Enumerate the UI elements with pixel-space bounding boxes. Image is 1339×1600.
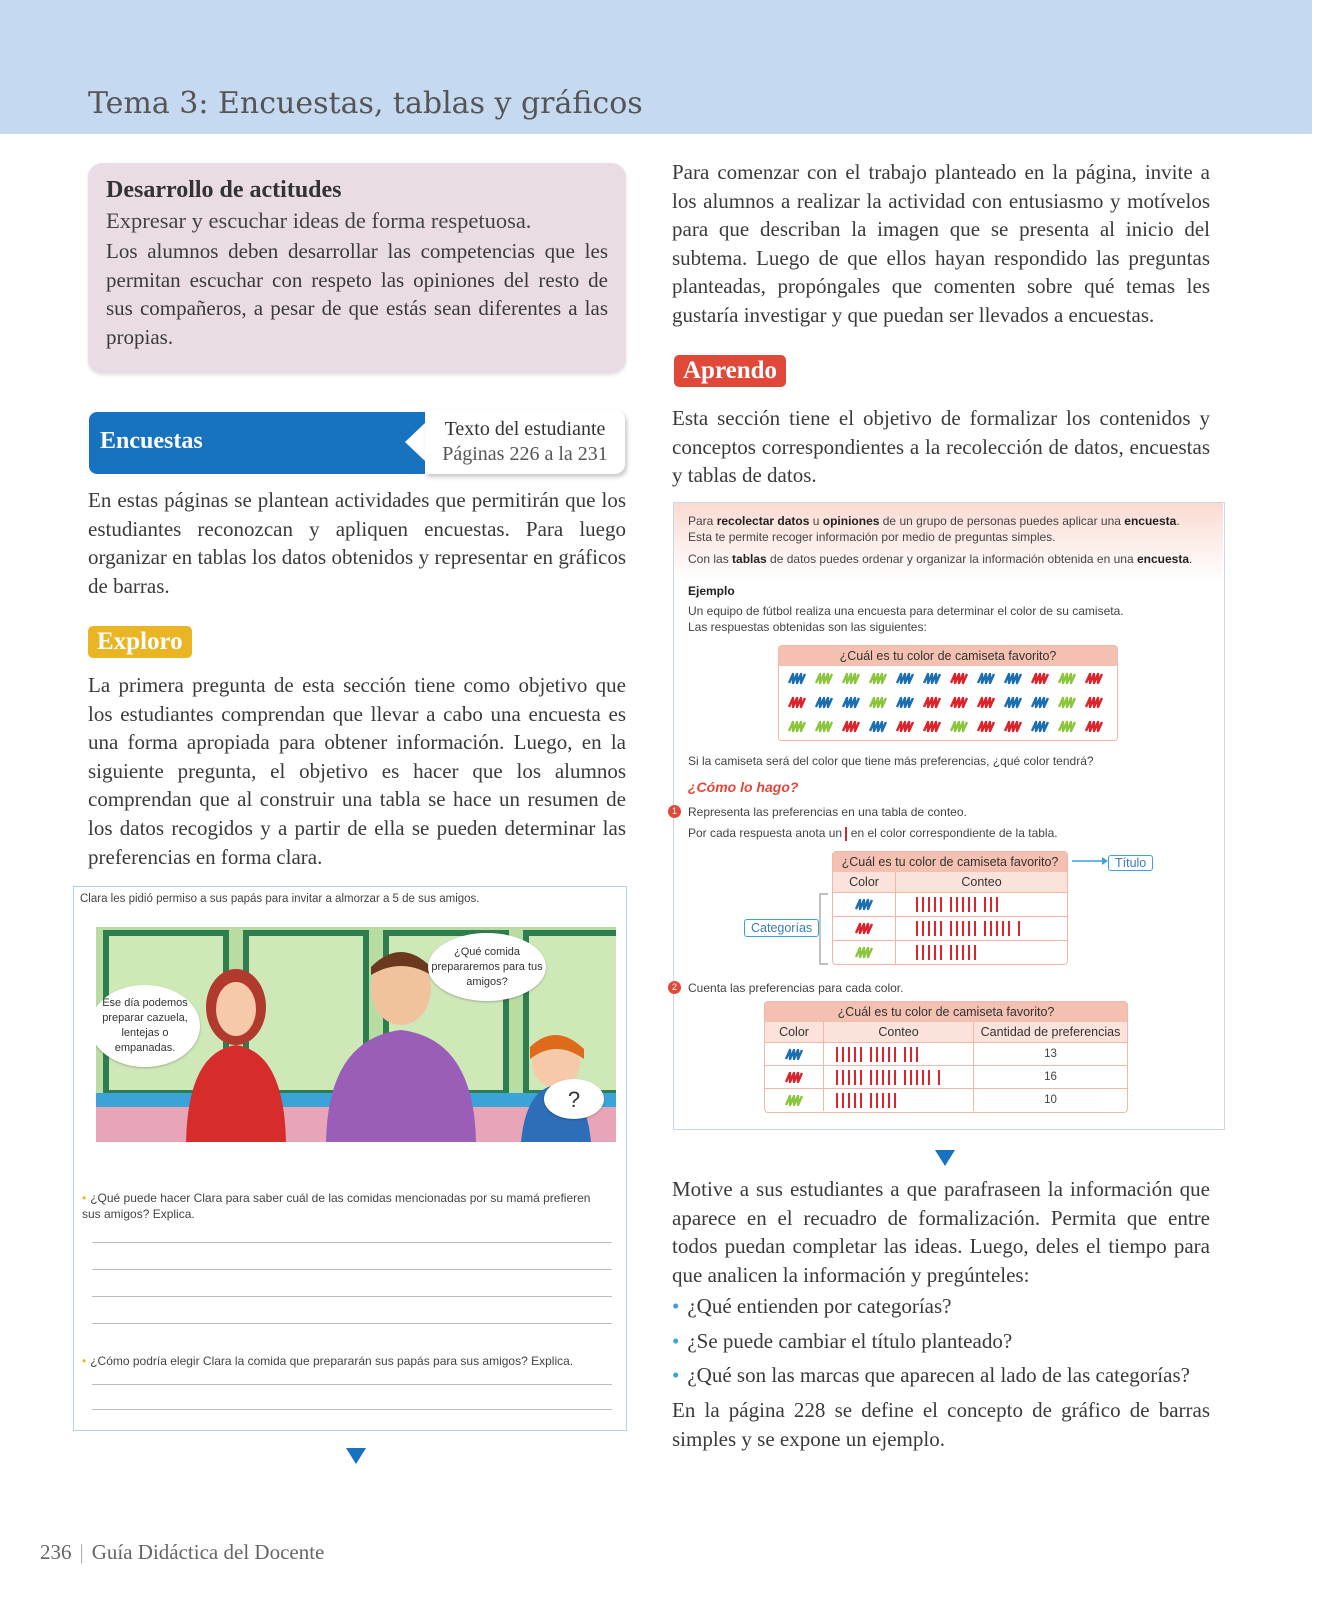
tally-marks <box>836 1070 944 1085</box>
frequency-row <box>765 1042 1127 1065</box>
tally-color-cell <box>833 917 895 940</box>
list-item: • ¿Qué son las marcas que aparecen al lado de las categorías? <box>672 1363 1190 1387</box>
tally-bar <box>916 897 918 912</box>
list-item: • ¿Qué entienden por categorías? <box>672 1294 952 1318</box>
student-text-tab <box>425 410 625 474</box>
tally-bar <box>894 1093 896 1108</box>
definition-line-3: Con las tablas de datos puedes ordenar y organizar la información obtenida en una encuesta. <box>688 552 1193 566</box>
footer-separator: | <box>79 1540 84 1564</box>
tally-row <box>833 916 1067 940</box>
question-list <box>672 1289 1190 1393</box>
freq-total-cell: 16 <box>973 1066 1127 1088</box>
tally-count-cell <box>895 917 1067 940</box>
tally-row <box>833 940 1067 964</box>
tally-marks <box>916 921 1024 936</box>
color-mark-icon <box>814 695 834 710</box>
answer-line <box>92 1323 612 1324</box>
tally-bar <box>860 1047 862 1062</box>
tally-bar <box>950 945 952 960</box>
survey-table-title: ¿Cuál es tu color de camiseta favorito? <box>779 646 1117 666</box>
tally-bar <box>882 1047 884 1062</box>
step-1-badge: 1 <box>668 805 681 818</box>
tally-bar <box>940 921 942 936</box>
student-text-pages: Páginas 226 a la 231 <box>442 443 608 465</box>
formalization-panel <box>673 502 1225 1130</box>
color-mark-icon <box>1057 719 1077 734</box>
tally-bar <box>940 897 942 912</box>
tally-col-color: Color <box>849 875 879 889</box>
tally-bar <box>928 921 930 936</box>
tally-bar <box>882 1070 884 1085</box>
color-mark-icon <box>1030 695 1050 710</box>
tally-bar <box>882 1093 884 1108</box>
dad-speech-bubble: ¿Qué comida prepararemos para tus amigos? <box>428 933 546 1001</box>
color-mark-icon <box>949 719 969 734</box>
frequency-row <box>765 1088 1127 1111</box>
tally-bar <box>928 945 930 960</box>
step-2-text: Cuenta las preferencias para cada color. <box>688 981 904 995</box>
categories-tag: Categorías <box>744 919 819 937</box>
tally-bar <box>888 1093 890 1108</box>
tally-bar <box>990 897 992 912</box>
tally-bar <box>984 921 986 936</box>
tally-bar <box>870 1047 872 1062</box>
color-mark-icon <box>976 695 996 710</box>
tally-bar <box>870 1093 872 1108</box>
tally-bar <box>950 921 952 936</box>
tally-bar <box>848 1093 850 1108</box>
attitude-box <box>88 163 626 373</box>
color-mark-icon <box>976 671 996 686</box>
list-item: • ¿Se puede cambiar el título planteado? <box>672 1328 1013 1353</box>
tally-bar <box>888 1070 890 1085</box>
tally-bar <box>910 1047 912 1062</box>
color-mark-icon <box>787 671 807 686</box>
motivation-text: Motive a sus estudiantes a que parafraseen la información que aparece en el recuadro de formalización. Permita que entre todos puedan completar las ideas. Luego, deles el tiempo para que analicen la información y pregúnteles: <box>672 1177 1210 1287</box>
down-arrow-icon <box>346 1448 366 1464</box>
tally-bar <box>940 945 942 960</box>
freq-col-total: Cantidad de preferencias <box>973 1022 1127 1042</box>
color-mark-icon <box>854 921 874 936</box>
tally-bar <box>956 921 958 936</box>
tally-bar <box>974 921 976 936</box>
attitude-body: Los alumnos deben desarrollar las competencias que les permitan escuchar con respeto las opiniones del resto de sus compañeros, a pesar de que estás sean diferentes a las propias. <box>106 239 608 349</box>
tally-bar <box>888 1047 890 1062</box>
tally-bar <box>916 921 918 936</box>
tally-bar <box>996 897 998 912</box>
freq-count-cell <box>823 1043 973 1065</box>
aprendo-body: Esta sección tiene el objetivo de formalizar los contenidos y conceptos correspondientes a la recolección de datos, encuestas y tablas de datos. <box>672 406 1210 488</box>
tally-bar <box>870 1070 872 1085</box>
color-mark-icon <box>922 695 942 710</box>
tally-bar <box>928 897 930 912</box>
title-pointer-arrow <box>1072 855 1108 867</box>
tally-marks <box>836 1093 904 1108</box>
student-page-caption: Clara les pidió permiso a sus papás para invitar a almorzar a 5 de sus amigos. <box>80 893 480 905</box>
color-mark-icon <box>868 719 888 734</box>
tally-bar <box>854 1047 856 1062</box>
student-page-preview <box>73 886 627 1431</box>
tally-bar <box>916 1070 918 1085</box>
frequency-row <box>765 1065 1127 1088</box>
attitude-subtitle: Expresar y escuchar ideas de forma respetuosa. <box>106 208 532 233</box>
question-2-text: ¿Cómo podría elegir Clara la comida que prepararán sus papás para sus amigos? Explica. <box>90 1354 574 1368</box>
tally-bar <box>1018 921 1020 936</box>
tally-count-cell <box>895 941 1067 964</box>
color-mark-icon <box>854 897 874 912</box>
tally-table-body <box>833 892 1067 964</box>
tally-bar <box>916 945 918 960</box>
banner-notch <box>405 423 425 461</box>
tally-bar <box>956 897 958 912</box>
color-mark-icon <box>784 1070 804 1085</box>
tally-bar <box>990 921 992 936</box>
tally-bar <box>842 1070 844 1085</box>
survey-responses-table <box>778 645 1118 741</box>
tally-bar <box>938 1070 940 1085</box>
tally-bar <box>836 1047 838 1062</box>
tally-bar <box>962 945 964 960</box>
color-mark-icon <box>922 719 942 734</box>
tally-bar <box>860 1070 862 1085</box>
section-banner-label: Encuestas <box>100 428 203 454</box>
attitude-title: Desarrollo de actitudes <box>106 177 342 203</box>
tally-bar <box>876 1093 878 1108</box>
tally-bar <box>894 1070 896 1085</box>
answer-line <box>92 1269 612 1270</box>
color-mark-icon <box>1084 695 1104 710</box>
definition-line-2: Esta te permite recoger información por medio de preguntas simples. <box>688 530 1056 544</box>
tally-bar <box>842 1047 844 1062</box>
page-number: 236 <box>40 1540 72 1564</box>
student-text-label: Texto del estudiante <box>444 418 606 440</box>
example-question: Si la camiseta será del color que tiene más preferencias, ¿qué color tendrá? <box>688 754 1094 768</box>
tally-bar <box>836 1070 838 1085</box>
step-2-badge: 2 <box>668 981 681 994</box>
tally-bar <box>922 897 924 912</box>
question-1-text: ¿Qué puede hacer Clara para saber cuál de las comidas mencionadas por su mamá prefieren sus amigos? Explica. <box>82 1191 591 1221</box>
tally-marks <box>916 945 984 960</box>
tally-bar <box>1002 921 1004 936</box>
color-mark-icon <box>784 1093 804 1108</box>
tally-color-cell <box>833 941 895 964</box>
tally-bar <box>894 1047 896 1062</box>
tally-row <box>833 892 1067 916</box>
tally-bar <box>968 897 970 912</box>
color-mark-icon <box>1003 695 1023 710</box>
tally-bar <box>910 1070 912 1085</box>
color-mark-icon <box>1084 671 1104 686</box>
freq-total-cell: 10 <box>973 1089 1127 1111</box>
tally-bar <box>848 1047 850 1062</box>
exploro-chip: Exploro <box>88 626 192 658</box>
color-mark-icon <box>1057 671 1077 686</box>
tally-bar <box>934 945 936 960</box>
color-mark-icon <box>868 671 888 686</box>
answer-line <box>92 1296 612 1297</box>
tally-table <box>832 851 1068 965</box>
tally-bar <box>876 1070 878 1085</box>
freq-color-cell <box>765 1043 823 1065</box>
title-tag: Título <box>1108 855 1153 871</box>
freq-count-cell <box>823 1089 973 1111</box>
freq-col-color: Color <box>779 1025 809 1039</box>
freq-count-cell <box>823 1066 973 1088</box>
color-mark-icon <box>784 1047 804 1062</box>
answer-line <box>92 1409 612 1410</box>
step-1-text: Representa las preferencias en una tabla de conteo. <box>688 805 967 819</box>
color-mark-icon <box>814 671 834 686</box>
definition-line-1: Para recolectar datos u opiniones de un grupo de personas puedes aplicar una encuesta. <box>688 514 1180 528</box>
down-arrow-icon <box>935 1150 955 1166</box>
example-heading: Ejemplo <box>688 584 735 598</box>
exploro-body: La primera pregunta de esta sección tiene como objetivo que los estudiantes comprendan que llevar a cabo una encuesta es una forma apropiada para obtener información. Luego, en la siguiente pregunta, el objetivo es hacer que los alumnos comprendan que al construir una tabla se hace un resumen de los datos recogidos y a partir de ella se pueden determinar las preferencias en forma clara. <box>88 673 626 869</box>
tally-color-cell <box>833 893 895 916</box>
how-to-heading: ¿Cómo lo hago? <box>688 779 799 795</box>
color-mark-icon <box>895 671 915 686</box>
tally-bar <box>928 1070 930 1085</box>
color-mark-icon <box>1003 671 1023 686</box>
tally-marks <box>836 1047 922 1062</box>
tally-bar <box>950 897 952 912</box>
color-mark-icon <box>895 719 915 734</box>
girl-thought-bubble: ? <box>544 1079 604 1119</box>
example-line-1: Un equipo de fútbol realiza una encuesta para determinar el color de su camiseta. <box>688 604 1124 618</box>
freq-color-cell <box>765 1066 823 1088</box>
family-illustration <box>96 927 616 1142</box>
color-mark-icon <box>949 671 969 686</box>
mom-speech-bubble: Ese día podemos preparar cazuela, lentejas o empanadas. <box>96 985 200 1067</box>
tally-bar <box>904 1070 906 1085</box>
frequency-table-header <box>765 1022 1127 1042</box>
tally-bar <box>922 921 924 936</box>
categories-bracket <box>814 893 830 965</box>
freq-color-cell <box>765 1089 823 1111</box>
tally-bar <box>854 1070 856 1085</box>
frequency-table <box>764 1001 1128 1113</box>
tally-bar <box>984 897 986 912</box>
color-mark-icon <box>841 695 861 710</box>
tally-bar <box>968 945 970 960</box>
survey-marks-grid <box>779 666 1119 740</box>
color-mark-icon <box>854 945 874 960</box>
color-mark-icon <box>976 719 996 734</box>
right-intro: Para comenzar con el trabajo planteado en la página, invite a los alumnos a realizar la actividad con entusiasmo y motívelos para que describan la imagen que se presenta al inicio del subtema. Luego de que ellos hayan respondido las preguntas planteadas, propóngales que comenten sobre qué temas les gustaría investigar y que puedan ser llevados a encuestas. <box>672 160 1210 327</box>
page-title: Tema 3: Encuestas, tablas y gráficos <box>88 86 643 121</box>
tally-bar <box>854 1093 856 1108</box>
tally-table-title: ¿Cuál es tu color de camiseta favorito? <box>833 852 1067 872</box>
tally-bar <box>848 1070 850 1085</box>
color-mark-icon <box>949 695 969 710</box>
guide-name: Guía Didáctica del Docente <box>91 1540 325 1564</box>
color-mark-icon <box>841 671 861 686</box>
tally-bar <box>922 1070 924 1085</box>
tally-bar <box>922 945 924 960</box>
freq-total-cell: 13 <box>973 1043 1127 1065</box>
frequency-table-body <box>765 1042 1127 1111</box>
tally-bar <box>968 921 970 936</box>
color-mark-icon <box>1030 719 1050 734</box>
tally-marks <box>916 897 1002 912</box>
page-footer <box>40 1540 324 1565</box>
color-mark-icon <box>841 719 861 734</box>
color-mark-icon <box>895 695 915 710</box>
tally-bar <box>956 945 958 960</box>
tally-bar <box>916 1047 918 1062</box>
tally-bar <box>860 1093 862 1108</box>
question-2: • ¿Cómo podría elegir Clara la comida que prepararán sus papás para sus amigos? Explica. <box>82 1354 574 1368</box>
tally-bar <box>904 1047 906 1062</box>
color-mark-icon <box>814 719 834 734</box>
frequency-table-title: ¿Cuál es tu color de camiseta favorito? <box>765 1002 1127 1022</box>
tally-bar <box>836 1093 838 1108</box>
tally-bar <box>962 897 964 912</box>
question-1: • ¿Qué puede hacer Clara para saber cuál de las comidas mencionadas por su mamá prefieren sus amigos? Explica. <box>82 1191 591 1221</box>
freq-col-count: Conteo <box>823 1022 973 1042</box>
left-intro: En estas páginas se plantean actividades que permitirán que los estudiantes reconozcan y apliquen encuestas. Para luego organizar en tablas los datos obtenidos y representar en gráficos de barras. <box>88 488 626 598</box>
color-mark-icon <box>868 695 888 710</box>
tally-bar <box>974 945 976 960</box>
tally-bar <box>934 921 936 936</box>
aprendo-chip: Aprendo <box>674 355 786 387</box>
answer-line <box>92 1242 612 1243</box>
color-mark-icon <box>787 719 807 734</box>
color-mark-icon <box>922 671 942 686</box>
color-mark-icon <box>1057 695 1077 710</box>
color-mark-icon <box>1003 719 1023 734</box>
tally-col-count: Conteo <box>895 872 1067 892</box>
tally-table-header <box>833 872 1067 892</box>
tally-bar <box>876 1047 878 1062</box>
step-1-detail: Por cada respuesta anota un en el color correspondiente de la tabla. <box>688 826 1058 840</box>
tally-bar <box>996 921 998 936</box>
answer-line <box>92 1384 612 1385</box>
tally-count-cell <box>895 893 1067 916</box>
tally-bar <box>974 897 976 912</box>
tally-bar <box>934 897 936 912</box>
color-mark-icon <box>787 695 807 710</box>
tally-bar <box>1008 921 1010 936</box>
example-line-2: Las respuestas obtenidas son las siguientes: <box>688 620 927 634</box>
color-mark-icon <box>1084 719 1104 734</box>
tally-bar <box>842 1093 844 1108</box>
closing-text: En la página 228 se define el concepto de gráfico de barras simples y se expone un ejemplo. <box>672 1398 1210 1451</box>
tally-bar <box>962 921 964 936</box>
color-mark-icon <box>1030 671 1050 686</box>
